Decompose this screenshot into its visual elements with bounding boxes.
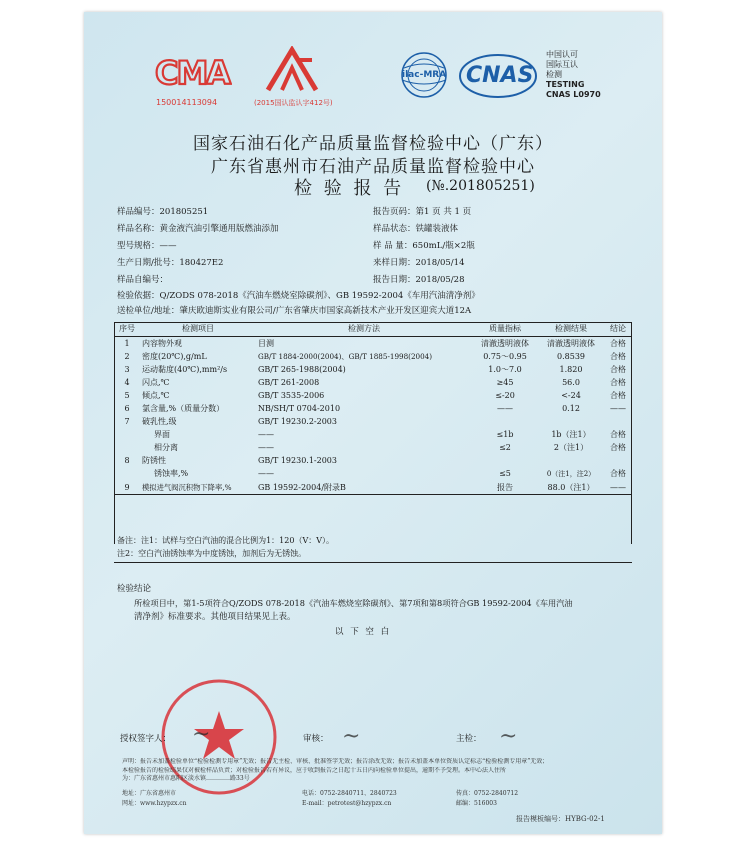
- cell-item: 运动黏度(40℃),mm²/s: [142, 364, 228, 374]
- table-row: [114, 350, 632, 363]
- cell-result: 0.8539: [557, 351, 585, 361]
- cell-no: 6: [124, 404, 130, 413]
- cnas-line: 中国认可: [546, 50, 578, 59]
- cell-result: [538, 416, 604, 429]
- th-spec: 质量指标: [472, 323, 538, 337]
- footer-line: 为：广东省惠州市惠阳区淡水镇…………路33号: [122, 775, 250, 782]
- cell-spec: ≤5: [499, 469, 511, 479]
- model-spec: 型号规格：——: [117, 241, 177, 251]
- results-table: [114, 322, 632, 495]
- table-row: [114, 416, 632, 429]
- cell-method: GB/T 19230.2-2003: [258, 417, 337, 427]
- batch-no: 生产日期/批号：180427E2: [117, 258, 224, 268]
- cell-conclusion: ——: [610, 404, 626, 413]
- footer-fax: 传真：0752-2840712: [456, 790, 519, 797]
- cell-no: 4: [124, 377, 130, 387]
- cell-item: 内容物外观: [142, 338, 182, 348]
- th-result: 检测结果: [538, 323, 604, 337]
- cell-method: GB/T 3535-2006: [258, 390, 325, 400]
- cell-no: 1: [124, 338, 130, 348]
- cell-item: 密度(20℃),g/mL: [142, 351, 207, 361]
- cell-method: 目测: [258, 338, 274, 348]
- footer-line: 声明：报告未加盖检验单位“检验检测专用章”无效；报告无主检、审核、批准签字无效；报告涂改无效；报告未加盖本单位资质认定标志“检验检测专用章”无效；: [122, 758, 549, 765]
- cal-note: (2015国认监认字412号): [254, 99, 333, 107]
- cell-no: 2: [124, 351, 130, 361]
- cell-spec: ≤-20: [495, 390, 515, 400]
- cell-result: 56.0: [562, 377, 580, 387]
- cell-item: 破乳性,级: [142, 417, 177, 427]
- table-row: [114, 337, 632, 351]
- conclusion-line1: 所检项目中，第1-5项符合Q/ZODS 078-2018《汽油车燃烧室除碳剂》、第7项和第8项符合GB 19592-2004《车用汽油: [134, 598, 573, 608]
- cell-spec: ≥45: [496, 377, 514, 387]
- cell-conclusion: 合格: [610, 338, 626, 348]
- footer-email: E-mail：petrotest@hzypzx.cn: [302, 800, 392, 807]
- self-no: 样品自编号：: [117, 275, 169, 285]
- approver-label: 授权签字人：: [120, 734, 172, 744]
- cma-code: 150014113094: [156, 98, 218, 107]
- title-line2: 广东省惠州市石油产品质量监督检验中心: [211, 157, 535, 177]
- cell-no: [114, 442, 140, 455]
- cell-result: 1b（注1）: [551, 430, 591, 440]
- cell-item: 模拟进气阀沉积物下降率,%: [140, 481, 256, 495]
- table-row: [114, 403, 632, 416]
- cell-conclusion: 合格: [610, 390, 626, 400]
- cell-conclusion: [604, 416, 632, 429]
- cell-conclusion: [604, 455, 632, 468]
- table-row: [114, 468, 632, 481]
- conclusion-label: 检验结论: [117, 584, 152, 594]
- cnas-line: 国际互认: [546, 60, 578, 69]
- cell-method: ——: [258, 430, 274, 440]
- cma-logo: [152, 50, 232, 104]
- inspector-label: 主检：: [456, 734, 482, 744]
- footer-line: 本检验报告的检验结果仅对被检样品负责；对检验报告若有异议，应于收到报告之日起十五日内向检验单位提出，逾期不予受理。本中心法人住所: [122, 766, 507, 774]
- cnas-text: CNAS: [466, 63, 534, 88]
- cell-conclusion: ——: [604, 481, 632, 495]
- cell-no: 9: [114, 481, 140, 495]
- inspector-signature: ~: [499, 724, 518, 749]
- svg-text:CMA: CMA: [154, 54, 230, 92]
- report-title: 检 验 报 告: [294, 178, 405, 199]
- sample-quantity: 样 品 量：650mL/瓶×2瓶: [373, 241, 475, 251]
- table-row: [114, 442, 632, 455]
- cell-spec: [472, 455, 538, 468]
- cell-conclusion: 合格: [610, 364, 626, 374]
- notes-divider: [114, 562, 632, 563]
- page-code: 报告页码：第1 页 共 1 页: [373, 207, 472, 217]
- table-border-left: [114, 322, 115, 544]
- cell-spec: 报告: [472, 481, 538, 495]
- cell-conclusion: 合格: [610, 443, 626, 453]
- cell-method: ——: [258, 469, 274, 479]
- cell-conclusion: 合格: [610, 377, 626, 387]
- cell-item: 闪点,℃: [142, 377, 170, 387]
- cell-method: GB 19592-2004/附录B: [256, 481, 472, 495]
- cell-method: ——: [258, 443, 274, 453]
- table-note1: 备注：注1：试样与空白汽油的混合比例为1：120（V：V）。: [117, 536, 335, 545]
- cell-conclusion: 合格: [610, 469, 626, 479]
- cell-item: 防锈性: [142, 456, 166, 466]
- cnas-line: TESTING: [546, 80, 585, 89]
- sample-state: 样品状态：铁罐装液体: [373, 224, 459, 234]
- footer-web: 网址：www.hzypzx.cn: [122, 800, 187, 807]
- reviewer-label: 审核：: [303, 734, 329, 744]
- cell-item: 锈蚀率,%: [154, 469, 189, 479]
- cell-result: 0（注1，注2）: [546, 470, 596, 479]
- table-note2: 注2：空白汽油锈蚀率为中度锈蚀，加剂后为无锈蚀。: [117, 549, 307, 558]
- cell-no: 7: [124, 417, 130, 427]
- footer-address: 地址：广东省惠州市: [122, 790, 177, 797]
- cell-result: <-24: [561, 390, 581, 400]
- cal-logo: [260, 46, 324, 102]
- cell-spec: 1.0～7.0: [488, 364, 522, 374]
- footer-tel: 电话：0752-2840711、2840723: [302, 790, 397, 797]
- cell-spec: 清澈透明液体: [481, 338, 529, 348]
- cell-no: 5: [124, 390, 130, 400]
- ilac-text: ilac-MRA: [402, 70, 447, 80]
- report-paper: [84, 12, 662, 834]
- cell-spec: ≤1b: [496, 430, 514, 440]
- cell-item: 氯含量,%（质量分数）: [142, 404, 225, 413]
- cnas-caption: [546, 50, 601, 100]
- report-date: 报告日期：2018/05/28: [373, 275, 465, 285]
- received-date: 来样日期：2018/05/14: [373, 258, 465, 268]
- table-border-right: [631, 322, 632, 544]
- cell-item: 界面: [154, 430, 170, 440]
- cell-method: GB/T 265-1988(2004): [258, 364, 346, 374]
- reviewer-signature: ~: [342, 724, 361, 749]
- footer-statement: [122, 758, 628, 784]
- cell-no: 8: [124, 456, 130, 466]
- cell-spec: ——: [497, 404, 513, 413]
- cell-method: GB/T 1884-2000(2004)、GB/T 1885-1998(2004): [258, 351, 433, 361]
- table-row: [114, 363, 632, 376]
- cell-no: [114, 468, 140, 481]
- cnas-line: 检测: [546, 70, 562, 79]
- cell-method: GB/T 19230.1-2003: [258, 456, 337, 466]
- sample-no: 样品编号：201805251: [117, 207, 209, 217]
- template-code: 报告模板编号：HYBG-02-1: [516, 815, 605, 823]
- report-number: (№.201805251): [426, 178, 535, 194]
- cell-method: NB/SH/T 0704-2010: [258, 404, 341, 413]
- cell-result: 清澈透明液体: [547, 338, 595, 348]
- cell-item: 倾点,℃: [142, 390, 170, 400]
- cell-conclusion: 合格: [610, 351, 626, 361]
- table-row: [114, 455, 632, 468]
- table-row: [114, 429, 632, 442]
- cell-no: 3: [124, 364, 130, 374]
- table-row: [114, 376, 632, 389]
- test-basis: 检验依据：Q/ZODS 078-2018《汽油车燃烧室除碳剂》、GB 19592-2004《车用汽油清净剂》: [117, 291, 480, 301]
- th-method: 检测方法: [256, 323, 472, 337]
- client-address: 送检单位/地址：肇庆欧迪斯实业有限公司/广东省肇庆市国家高新技术产业开发区迎宾大道12A: [117, 306, 472, 316]
- cell-spec: [472, 416, 538, 429]
- cell-result: [538, 455, 604, 468]
- th-conclusion: 结论: [604, 323, 632, 337]
- cell-conclusion: 合格: [610, 430, 626, 440]
- cell-result: 2（注1）: [553, 443, 589, 453]
- cnas-line: CNAS L0970: [546, 90, 601, 99]
- table-header-row: [114, 323, 632, 337]
- table-row: [114, 389, 632, 402]
- cell-method: GB/T 261-2008: [258, 377, 320, 387]
- cell-spec: 0.75～0.95: [483, 351, 527, 361]
- cell-result: 1.820: [559, 364, 583, 374]
- cell-no: [114, 429, 140, 442]
- footer-zip: 邮编：516003: [456, 800, 497, 807]
- title-line1: 国家石油石化产品质量监督检验中心（广东）: [193, 134, 553, 154]
- conclusion-line2: 清净剂》标准要求。其他项目结果见上表。: [134, 612, 296, 622]
- cell-item: 相分离: [154, 443, 178, 453]
- th-no: 序号: [114, 323, 140, 337]
- table-row: [114, 481, 632, 495]
- th-item: 检测项目: [140, 323, 256, 337]
- cell-result: 88.0（注1）: [538, 481, 604, 495]
- approver-signature: ~: [192, 722, 211, 747]
- sample-name: 样品名称：黄金液汽油引擎通用版燃油添加: [117, 224, 279, 234]
- blank-note: 以 下 空 白: [335, 627, 392, 637]
- cell-result: 0.12: [562, 404, 580, 413]
- cell-spec: ≤2: [499, 443, 511, 453]
